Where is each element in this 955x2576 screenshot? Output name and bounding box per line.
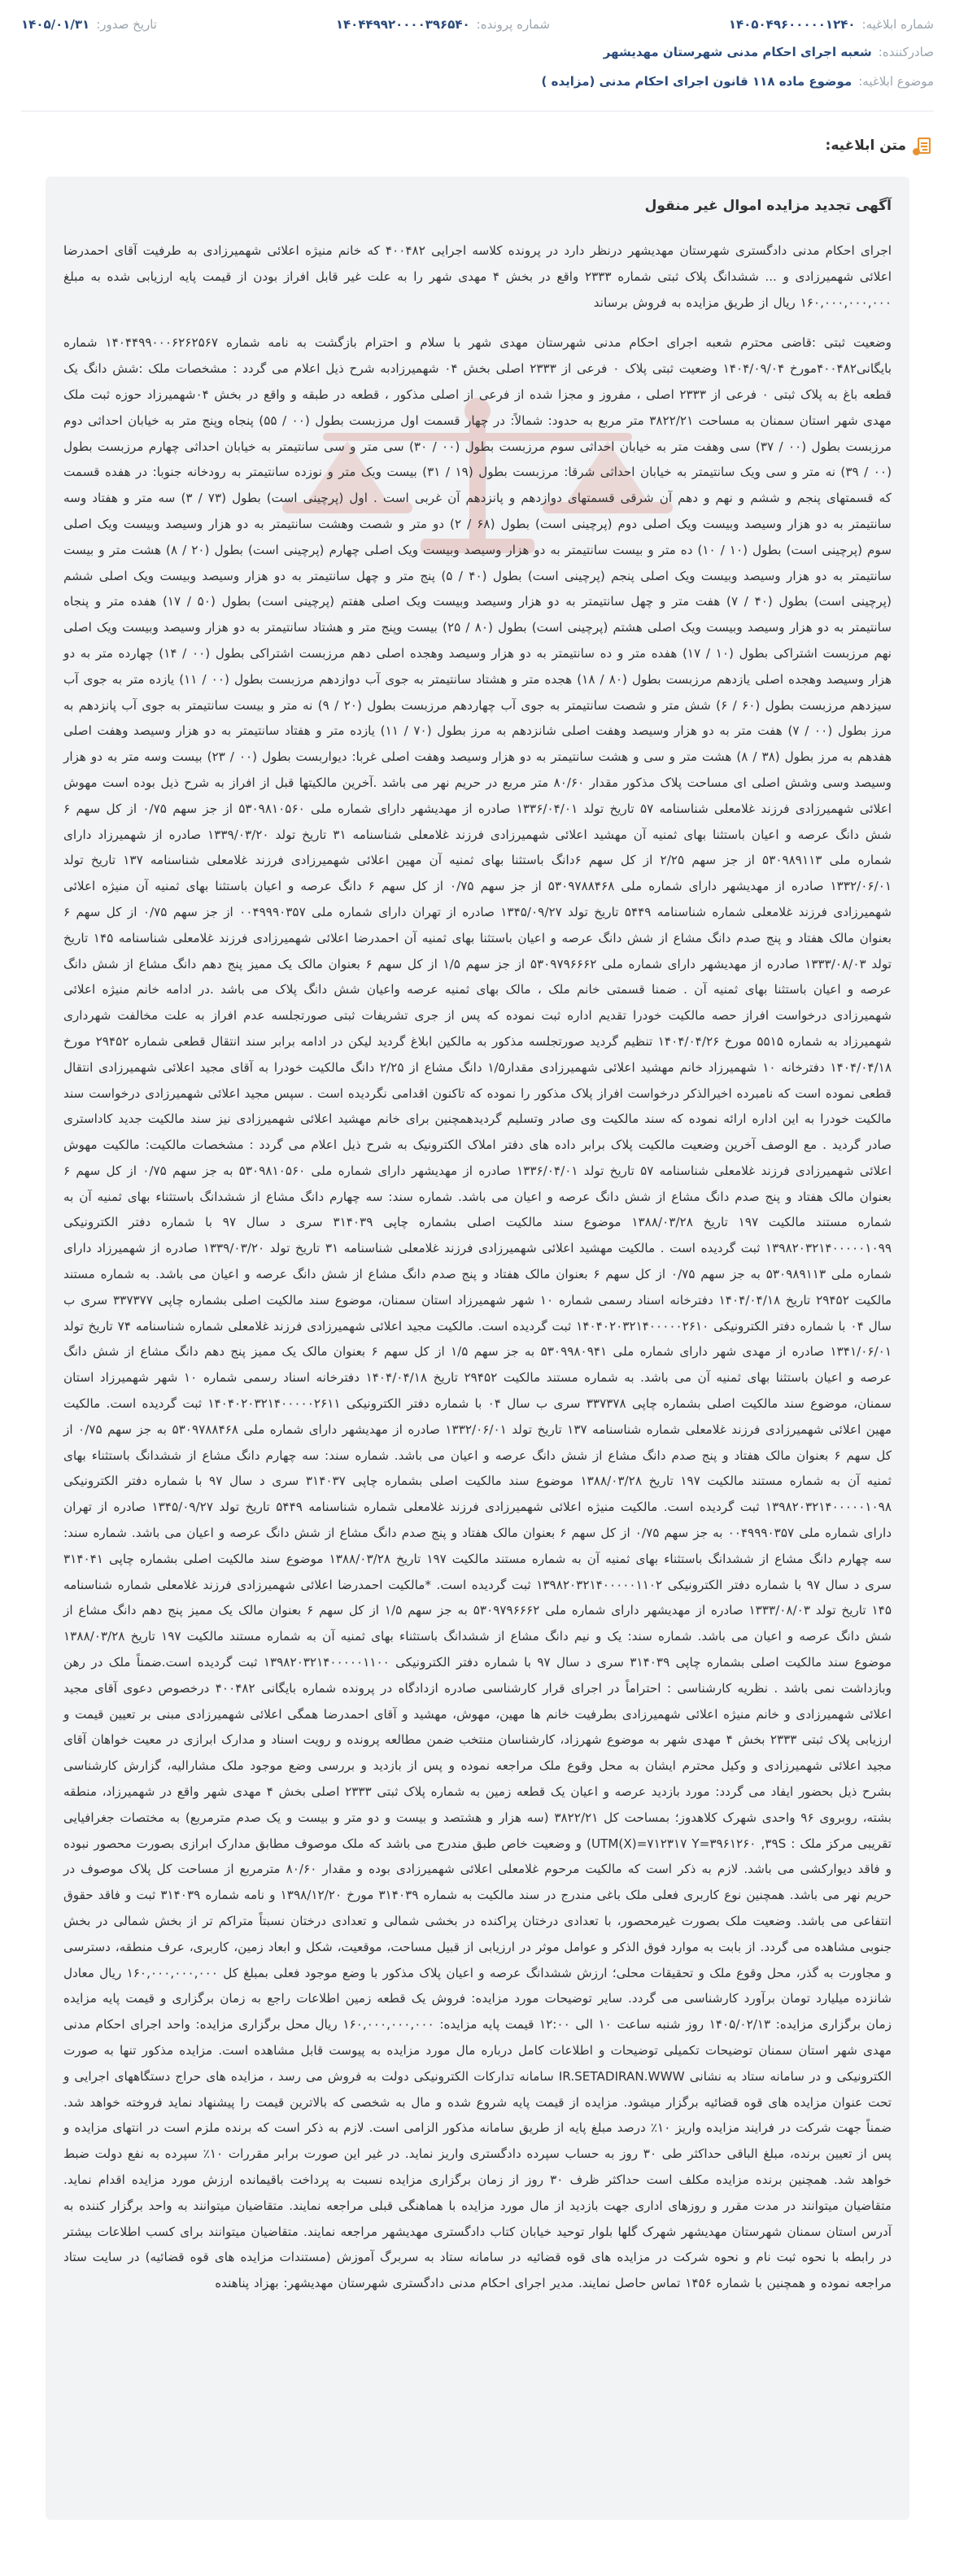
notice-number (729, 17, 934, 32)
case-number-value: ۱۴۰۴۴۹۹۲۰۰۰۰۳۹۶۵۴۰ (335, 17, 470, 32)
issuer-line (0, 37, 955, 67)
issuer-label: صادرکننده: (878, 45, 934, 59)
issue-date-value: ۱۴۰۵/۰۱/۳۱ (21, 17, 90, 32)
document-paragraph-intro: اجرای احکام مدنی دادگستری شهرستان مهدیشهر درنظر دارد در پرونده کلاسه اجرایی ۴۰۰۴۸۲ که خانم منیژه اعلائی شهمیرزادی به طرفیت آقای احمدرضا اعلائی شهمیرزادی و ... ششدانگ پلاک ثبتی شماره ۲۳۳۳ واقع در بخش ۴ مهدی شهر را به علت غیر قابل افراز بودن از قیمت پایه ارزیابی شده به مبلغ ۱۶۰,۰۰۰,۰۰۰,۰۰۰ ریال از طریق مزایده به فروش برساند (63, 243, 892, 310)
notice-content-box (46, 177, 909, 2520)
notice-number-value: ۱۴۰۵۰۴۹۶۰۰۰۰۰۱۲۴۰ (728, 17, 856, 32)
subject-line (0, 67, 955, 96)
notice-text-heading (0, 129, 955, 162)
notice-meta-bar (0, 0, 955, 37)
issue-date (21, 17, 157, 32)
case-number (336, 17, 550, 32)
issue-date-label: تاریخ صدور: (96, 17, 157, 32)
issuer-value: شعبه اجرای احکام مدنی شهرستان مهدیشهر (603, 45, 872, 59)
case-number-label: شماره پرونده: (476, 17, 551, 32)
notice-text-heading-label: متن ابلاغیه: (825, 138, 906, 154)
document-title: آگهی تجدید مزایده اموال غیر منقول (644, 198, 892, 214)
subject-value: موضوع ماده ۱۱۸ قانون اجرای احکام مدنی (مزایده ) (541, 74, 853, 89)
notice-number-label: شماره ابلاغیه: (861, 17, 934, 32)
document-paragraph-details: وضعیت ثبتی :قاضی محترم شعبه اجرای احکام مدنی شهرستان مهدی شهر با سلام و احترام بازگشت به نامه شماره ۱۴۰۴۴۹۹۰۰۰۶۲۶۲۵۶۷ شماره بایگانی۴۰۰۴۸۲مورخ ۱۴۰۴/۰۹/۰۴ وضعیت ثبتی پلاک ۰ فرعی از ۲۳۳۳ اصلی بخش ۰۴ شهمیرزادبه شرح ذیل اعلام می گردد : مشخصات ملک :شش دانگ یک قطعه باغ به پلاک ثبتی ۰ فرعی از ۲۳۳۳ اصلی ، مفروز و مجزا شده از فرعی از اصلی مذکور ، قطعه در طبقه و واقع در بخش ۰۴شهمیرزاد حوزه ثبت ملک مهدی شهر استان سمنان به مساحت ۳۸۲۲/۲۱ متر مربع به حدود: شمالاً: در چهار قسمت اول مرزبست بطول (۰۰ / ۵۵) پنجاه وپنج متر به خیابان احداثی دوم مرزبست بطول (۰۰ / ۳۷) سی وهفت متر به خیابان احداثی سوم مرزبست بطول (۰۰ / ۳۰) سی متر و سی سانتیمتر به خیابان احداثی چهارم مرزبست بطول (۰۰ / ۳۹) نه متر و سی ویک سانتیمتر به خیابان احداثی شرقا: مرزبست بطول (۱۹ / ۳۱) بیست ویک متر و نوزده سانتیمتر به رودخانه جنوبا: در هفده قسمت که قسمتهای پنجم و ششم و نهم و دهم آن شرقی قسمتهای دوازدهم و پانزدهم آن غربی است . اول (پرچینی است) بطول (۷۳ / ۳) سه متر و هفتاد وسه سانتیمتر به دو هزار وسیصد وبیست ویک اصلی دوم (پرچینی است) بطول (۶۸ / ۲) دو متر و شصت وهشت سانتیمتر به دو هزار وسیصد وبیست ویک اصلی سوم (پرچینی است) بطول (۱۰ / ۱۰) ده متر و بیست سانتیمتر به دو هزار وسیصد وبیست ویک اصلی چهارم (پرچینی است) بطول (۲۰ / ۸) هشت متر و بیست سانتیمتر به دو هزار وسیصد وبیست ویک اصلی پنجم (پرچینی است) بطول (۴۰ / ۵) پنج متر و چهل سانتیمتر به دو هزار وسیصد وبیست ویک اصلی ششم (پرچینی است) بطول (۴۰ / ۷) هفت متر و چهل سانتیمتر به دو هزار وسیصد وبیست ویک اصلی هفتم (پرچینی است) بطول (۵۰ / ۱۷) هفده متر و پنجاه سانتیمتر به دو هزار وسیصد وبیست ویک اصلی هشتم (پرچینی است) بطول (۸۰ / ۲۵) بیست وپنج متر و هشتاد سانتیمتر به دو هزار وسیصد وبیست ویک اصلی نهم مرزبست اشتراکی بطول (۱۰ / ۱۷) هفده متر و ده سانتیمتر به دو هزار وسیصد وهجده اصلی دهم مرزبست اشتراکی بطول (۰۰ / ۱۴) چهارده متر به دو هزار وسیصد وهجده اصلی یازدهم مرزبست بطول (۸۰ / ۱۸) هجده متر و هشتاد سانتیمتر به جوی آب دوازدهم مرزبست بطول (۰۰ / ۱۱) یازده متر به جوی آب سیزدهم مرزبست بطول (۶۰ / ۶) شش متر و شصت سانتیمتر به جوی آب چهاردهم مرزبست بطول (۲۰ / ۹) نه متر و بیست سانتیمتر به جوی آب پانزدهم به مرز بطول (۰۰ / ۷) هفت متر به دو هزار وسیصد وهفت اصلی شانزدهم به مرز بطول (۷۰ / ۱۱) یازده متر و هفتاد سانتیمتر به دو هزار وسیصد وهفت اصلی هفدهم به مرز بطول (۳۸ / ۸) هشت متر و سی و هشت سانتیمتر به دو هزار وسیصد وهفت اصلی غربا: دیواربست بطول (۰۰ / ۲۳) بیست وسه متر به دو هزار وسیصد وسی وشش اصلی ای مساحت پلاک مذکور مقدار ۸۰/۶۰ متر مربع در حریم نهر می باشد .آخرین مالکیتها قبل از افراز به شرح ذیل بوده است مهوش اعلائی شهمیرزادی فرزند غلامعلی شناسنامه ۵۷ تاریخ تولد ۱۳۳۶/۰۴/۰۱ صادره از مهدیشهر دارای شماره ملی ۵۳۰۹۸۱۰۵۶۰ از جز سهم ۰/۷۵ از کل سهم ۶ شش دانگ عرصه و اعیان باستثنا بهای ثمنیه آن مهشید اعلائی شهمیرزادی فرزند غلامعلی شناسنامه ۳۱ تاریخ تولد ۱۳۳۹/۰۳/۲۰ صادره از شهمیرزاد دارای شماره ملی ۵۳۰۹۸۹۱۱۳ از جز سهم ۲/۲۵ از کل سهم ۶دانگ باستثنا بهای ثمنیه آن مهین اعلائی شهمیرزادی فرزند غلامعلی شناسنامه ۱۳۷ تاریخ تولد ۱۳۳۲/۰۶/۰۱ صادره از مهدیشهر دارای شماره ملی ۵۳۰۹۷۸۸۴۶۸ از جز سهم ۰/۷۵ از کل سهم ۶ دانگ عرصه و اعیان باستثنا بهای ثمنیه آن منیژه اعلائی شهمیرزادی فرزند غلامعلی شماره شناسنامه ۵۴۴۹ تاریخ تولد ۱۳۴۵/۰۹/۲۷ صادره از تهران دارای شماره ملی ۰۰۴۹۹۹۰۳۵۷ از جز سهم ۰/۷۵ از کل سهم ۶ بعنوان مالک هفتاد و پنج صدم دانگ مشاع از شش دانگ عرصه و اعیان باستثنا بهای ثمنیه آن احمدرضا اعلائی شهمیرزادی فرزند غلامعلی شناسنامه ۱۴۵ تاریخ تولد ۱۳۳۳/۰۸/۰۳ صادره از مهدیشهر دارای شماره ملی ۵۳۰۹۷۹۶۶۶۲ از جز سهم ۱/۵ از کل سهم ۶ بعنوان مالک یک ممیز پنج دهم دانگ مشاع از شش دانگ عرصه و اعیان باستثنا بهای ثمنیه آن . ضمنا قسمتی خانم ملک ، مالک بهای ثمنیه عرصه واعیان شش دانگ پلاک می باشد .در ادامه خانم منیژه اعلائی شهمیرزادی درخواست افراز حصه مالکیت خودرا تقدیم اداره ثبت نموده که پس از جری تشریفات ثبتی صورتجلسه عدم افراز به علت مخالفت شهرداری شهمیرزاد به شماره ۵۵۱۵ مورخ ۱۴۰۴/۰۴/۲۶ تنظیم گردید صورتجلسه مذکور به مالکین ابلاغ گردید لیکن در ادامه برابر سند انتقال قطعی شماره ۲۹۴۵۲ مورخ ۱۴۰۴/۰۴/۱۸ دفترخانه ۱۰ شهمیرزاد خانم مهشید اعلائی شهمیرزادی مقدار۱/۵ دانگ مشاع از ۲/۲۵ دانگ مالکیت خودرا به آقای مجید اعلائی شهمیرزادی انتقال قطعی نموده است که نامبرده اخیرالذکر درخواست افراز پلاک مذکور را نموده که تاکنون اقدامی نگردیده است . سپس مجید اعلائی شهمیرزادی درخواست سند مالکیت خودرا به این اداره ارائه نموده که سند مالکیت وی صادر وتسلیم گردیدهمچنین برای خانم مهشید اعلائی شهمیرزادی نیز سند مالکیت جدید کاداستری صادر گردید . مع الوصف آخرین وضعیت مالکیت پلاک برابر داده های دفتر املاک الکترونیک به شرح ذیل اعلام می گردد : مشخصات مالکیت: مالکیت مهوش اعلائی شهمیرزادی فرزند غلامعلی شناسنامه ۵۷ تاریخ تولد ۱۳۳۶/۰۴/۰۱ صادره از مهدیشهر دارای شماره ملی ۵۳۰۹۸۱۰۵۶۰ به جز سهم ۰/۷۵ از کل سهم ۶ بعنوان مالک هفتاد و پنج صدم دانگ مشاع از شش دانگ عرصه و اعیان می باشد. شماره سند: سه چهارم دانگ مشاع از ششدانگ باستثناء بهای ثمنیه آن به شماره مستند مالکیت ۱۹۷ تاریخ ۱۳۸۸/۰۳/۲۸ موضوع سند مالکیت اصلی بشماره چاپی ۳۱۴۰۳۹ سری د سال ۹۷ با شماره دفتر الکترونیکی ۱۳۹۸۲۰۳۲۱۴۰۰۰۰۰۱۰۹۹ ثبت گردیده است . مالکیت مهشید اعلائی شهمیرزادی فرزند غلامعلی شناسنامه ۳۱ تاریخ تولد ۱۳۳۹/۰۳/۲۰ صادره از شهمیرزاد دارای شماره ملی ۵۳۰۹۸۹۱۱۳ به جز سهم ۰/۷۵ از کل سهم ۶ بعنوان مالک هفتاد و پنج صدم دانگ مشاع از شش دانگ عرصه و اعیان می باشد. به شماره مستند مالکیت ۲۹۴۵۲ تاریخ ۱۴۰۴/۰۴/۱۸ دفترخانه اسناد رسمی شماره ۱۰ شهر شهمیرزاد استان سمنان، موضوع سند مالکیت اصلی بشماره چاپی ۳۳۷۳۷۷ سری ب سال ۰۴ با شماره دفتر الکترونیکی ۱۴۰۴۰۲۰۳۲۱۴۰۰۰۰۰۲۶۱۰ ثبت گردیده است. مالکیت مجید اعلائی شهمیرزادی فرزند غلامعلی شماره شناسنامه ۷۴ تاریخ تولد ۱۳۴۱/۰۶/۰۱ صادره از مهدی شهر دارای شماره ملی ۵۳۰۹۹۸۰۹۴۱ به جز سهم ۱/۵ از کل سهم ۶ بعنوان مالک یک ممیز پنج دهم دانگ مشاع از شش دانگ عرصه و اعیان باستثنا بهای ثمنیه آن می باشد. به شماره مستند مالکیت ۲۹۴۵۲ تاریخ ۱۴۰۴/۰۴/۱۸ دفترخانه اسناد رسمی شماره ۱۰ شهر شهمیرزاد استان سمنان، موضوع سند مالکیت اصلی بشماره چاپی ۳۳۷۳۷۸ سری ب سال ۰۴ با شماره دفتر الکترونیکی ۱۴۰۴۰۲۰۳۲۱۴۰۰۰۰۰۲۶۱۱ ثبت گردیده است. مالکیت مهین اعلائی شهمیرزادی فرزند غلامعلی شماره شناسنامه ۱۳۷ تاریخ تولد ۱۳۳۲/۰۶/۰۱ صادره از مهدیشهر دارای شماره ملی ۵۳۰۹۷۸۸۴۶۸ به جز سهم ۰/۷۵ از کل سهم ۶ بعنوان مالک هفتاد و پنج صدم دانگ مشاع از شش دانگ عرصه و اعیان می باشد. شماره سند: سه چهارم دانگ مشاع از ششدانگ باستثناء بهای ثمنیه آن به شماره مستند مالکیت ۱۹۷ تاریخ ۱۳۸۸/۰۳/۲۸ موضوع سند مالکیت اصلی بشماره چاپی ۳۱۴۰۳۷ سری د سال ۹۷ با شماره دفتر الکترونیکی ۱۳۹۸۲۰۳۲۱۴۰۰۰۰۰۱۰۹۸ ثبت گردیده است. مالکیت منیژه اعلائی شهمیرزادی فرزند غلامعلی شماره شناسنامه ۵۴۴۹ تاریخ تولد ۱۳۴۵/۰۹/۲۷ صادره از تهران دارای شماره ملی ۰۰۴۹۹۹۰۳۵۷ به جز سهم ۰/۷۵ از کل سهم ۶ بعنوان مالک هفتاد و پنج صدم دانگ مشاع از شش دانگ عرصه و اعیان می باشد. شماره سند: سه چهارم دانگ مشاع از ششدانگ باستثناء بهای ثمنیه آن به شماره مستند مالکیت ۱۹۷ تاریخ ۱۳۸۸/۰۳/۲۸ موضوع سند مالکیت اصلی بشماره چاپی ۳۱۴۰۴۱ سری د سال ۹۷ با شماره دفتر الکترونیکی ۱۳۹۸۲۰۳۲۱۴۰۰۰۰۰۱۱۰۲ ثبت گردیده است. *مالکیت احمدرضا اعلائی شهمیرزادی فرزند غلامعلی شماره شناسنامه ۱۴۵ تاریخ تولد ۱۳۳۳/۰۸/۰۳ صادره از مهدیشهر دارای شماره ملی ۵۳۰۹۷۹۶۶۶۲ به جز سهم ۱/۵ از کل سهم ۶ بعنوان مالک یک ممیز پنج دهم دانگ مشاع از شش دانگ عرصه و اعیان می باشد. شماره سند: یک و نیم دانگ مشاع از ششدانگ باستثناء بهای ثمنیه آن به شماره مستند مالکیت ۱۹۷ تاریخ ۱۳۸۸/۰۳/۲۸ موضوع سند مالکیت اصلی بشماره چاپی ۳۱۴۰۳۹ سری د سال ۹۷ با شماره دفتر الکترونیکی ۱۳۹۸۲۰۳۲۱۴۰۰۰۰۰۱۱۰۰ ثبت گردیده است.ضمناً ملک در رهن وبازداشت نمی باشد . نظریه کارشناسی : احتراماً در اجرای قرار کارشناسی صادره ازدادگاه در پرونده شماره بایگانی ۴۰۰۴۸۲ درخصوص دعوی آقای مجید اعلائی شهمیرزادی و خانم منیژه اعلائی شهمیرزادی بطرفیت خانم ها مهین، مهوش، مهشید و آقای احمدرضا همگی اعلائی شهمیرزادی مبنی بر تعیین قیمت و ارزیابی پلاک ثبتی ۲۳۳۳ بخش ۴ مهدی شهر به موضوع شهرزاد، کارشناسان منتخب ضمن مطالعه پرونده و رویت اسناد و مدارک ابرازی در معیت خواهان آقای مجید اعلائی شهمیرزادی و وکیل محترم ایشان به محل وقوع ملک مراجعه نموده و پس از بازدید و بررسی وضع موجود ملک مشاراليه، گزارش کارشناسی بشرح ذیل بحضور ایفاد می گردد: مورد بازدید عرصه و اعیان یک قطعه زمین به شماره پلاک ثبتی ۲۳۳۳ اصلی بخش ۴ مهدی شهر واقع در شهمیرزاد، منطقه بشته، روبروی ۹۶ واحدی شهرک کلاهدوز؛ بمساحت کل ۳۸۲۲/۲۱ (سه هزار و هشتصد و بیست و دو متر و بیست و یک صدم مترمربع) به مختصات جغرافیایی تقریبی مرکز ملک : UTM(X)=۷۱۲۳۱۷ Y=۳۹۶۱۲۶۰ ,۳۹S) و وضعیت خاص طبق مندرج می باشد که ملک موصوف مطابق مدارک ابرازی بصورت محصور نبوده و فاقد دیوارکشی می باشد. لازم به ذکر است که مالکیت مرحوم غلامعلی اعلائی شهمیرزادی بوده و مقدار ۸۰/۶۰ مترمربع از مساحت کل پلاک موصوف در حریم نهر می باشد. همچنین نوع کاربری فعلی ملک باغی مندرج در سند مالکیت به شماره ۳۱۴۰۳۹ مورخ ۱۳۹۸/۱۲/۲۰ و نامه شماره ۳۱۴۰۳۹ ثبت و فاقد حقوق انتفاعی می باشد. وضعیت ملک بصورت غیرمحصور، با تعدادی درختان پراکنده در بخشی شمالی و تعدادی درختان نسبتاً متراکم تر از بخش شمالی در بخش جنوبی مشاهده می گردد. از بابت به موارد فوق الذکر و عوامل موثر در ارزیابی از قبیل مساحت، موقعیت، شکل و ابعاد زمین، کاربری، عرف منطقه، دسترسی و مجاورت به گذر، محل وقوع ملک و تحقیقات محلی؛ ارزش ششدانگ عرصه و اعیان پلاک مذکور با وضع موجود فعلی بمبلغ کل ۱۶۰,۰۰۰,۰۰۰,۰۰۰ ریال معادل شانزده میلیارد تومان برآورد کارشناسی می گردد. سایر توضیحات مورد مزایده: فروش یک قطعه زمین اطلاعات راجع به زمان برگزاری و قیمت پایه مزایده زمان برگزاری مزایده: ۱۴۰۵/۰۲/۱۳ روز شنبه ساعت ۱۰ الی ۱۲:۰۰ قیمت پایه مزایده: ۱۶۰,۰۰۰,۰۰۰,۰۰۰ ریال محل برگزاری مزایده: واحد اجرای احکام مدنی مهدی شهر استان سمنان توضیحات تکمیلی توضیحات و اطلاعات کامل درباره مال مورد مزایده به پیوست قابل مشاهده است. مزایده مذکور تنها به صورت الکترونیکی و در سامانه ستاد به نشانی IR.SETADIRAN.WWW سامانه تدارکات الکترونیکی دولت به فروش می رسد ، مزایده های حراج دستگاههای اجرایی و تحت عنوان مزایده های قوه قضائیه برگزار میشود. مزایده از قیمت پایه شروع شده و مال به شخصی که بالاترین قیمت را پیشنهاد نماید فروخته خواهد شد. ضمناً جهت شرکت در فرایند مزایده واریز ۱۰٪ درصد مبلغ پایه از طریق سامانه مذکور الزامی است. لازم به ذکر است که برنده ملزم است در انتهای مزایده و پس از تعیین برنده، مبلغ الباقی حداکثر طی ۳۰ روز به حساب سپرده دادگستری واریز نماید. در غیر این صورت برابر مقررات ۱۰٪ سپرده به نفع دولت ضبط خواهد شد. همچنین برنده مزایده مکلف است حداکثر ظرف ۳۰ روز از زمان برگزاری مزایده نسبت به پرداخت باقیمانده ارزش مورد مزایده اقدام نماید. متقاضیان میتوانند در مدت مقرر و روزهای اداری جهت بازدید از مال مورد مزایده با هماهنگی قبلی مراجعه نمایند. متقاضیان میتوانند به واحد برگزار کننده به آدرس استان سمنان شهرستان مهدیشهر شهرک گلها بلوار توحید خیابان کتاب دادگستری مهدیشهر مراجعه نمایند. متقاضیان میتوانند برای کسب اطلاعات بیشتر در رابطه با نحوه ثبت نام و نحوه شرکت در مزایده های قوه قضائیه در سامانه ستاد به سربرگ آموزش (مستندات مزایده های قوه قضائیه) در سایت ستاد مراجعه نموده و همچنین با شماره ۱۴۵۶ تماس حاصل نمایند. مدیر اجرای احکام مدنی دادگستری شهرستان مهدیشهر: بهزاد پناهنده (63, 335, 892, 2291)
subject-label: موضوع ابلاغیه: (858, 74, 934, 89)
document-icon (913, 136, 931, 155)
